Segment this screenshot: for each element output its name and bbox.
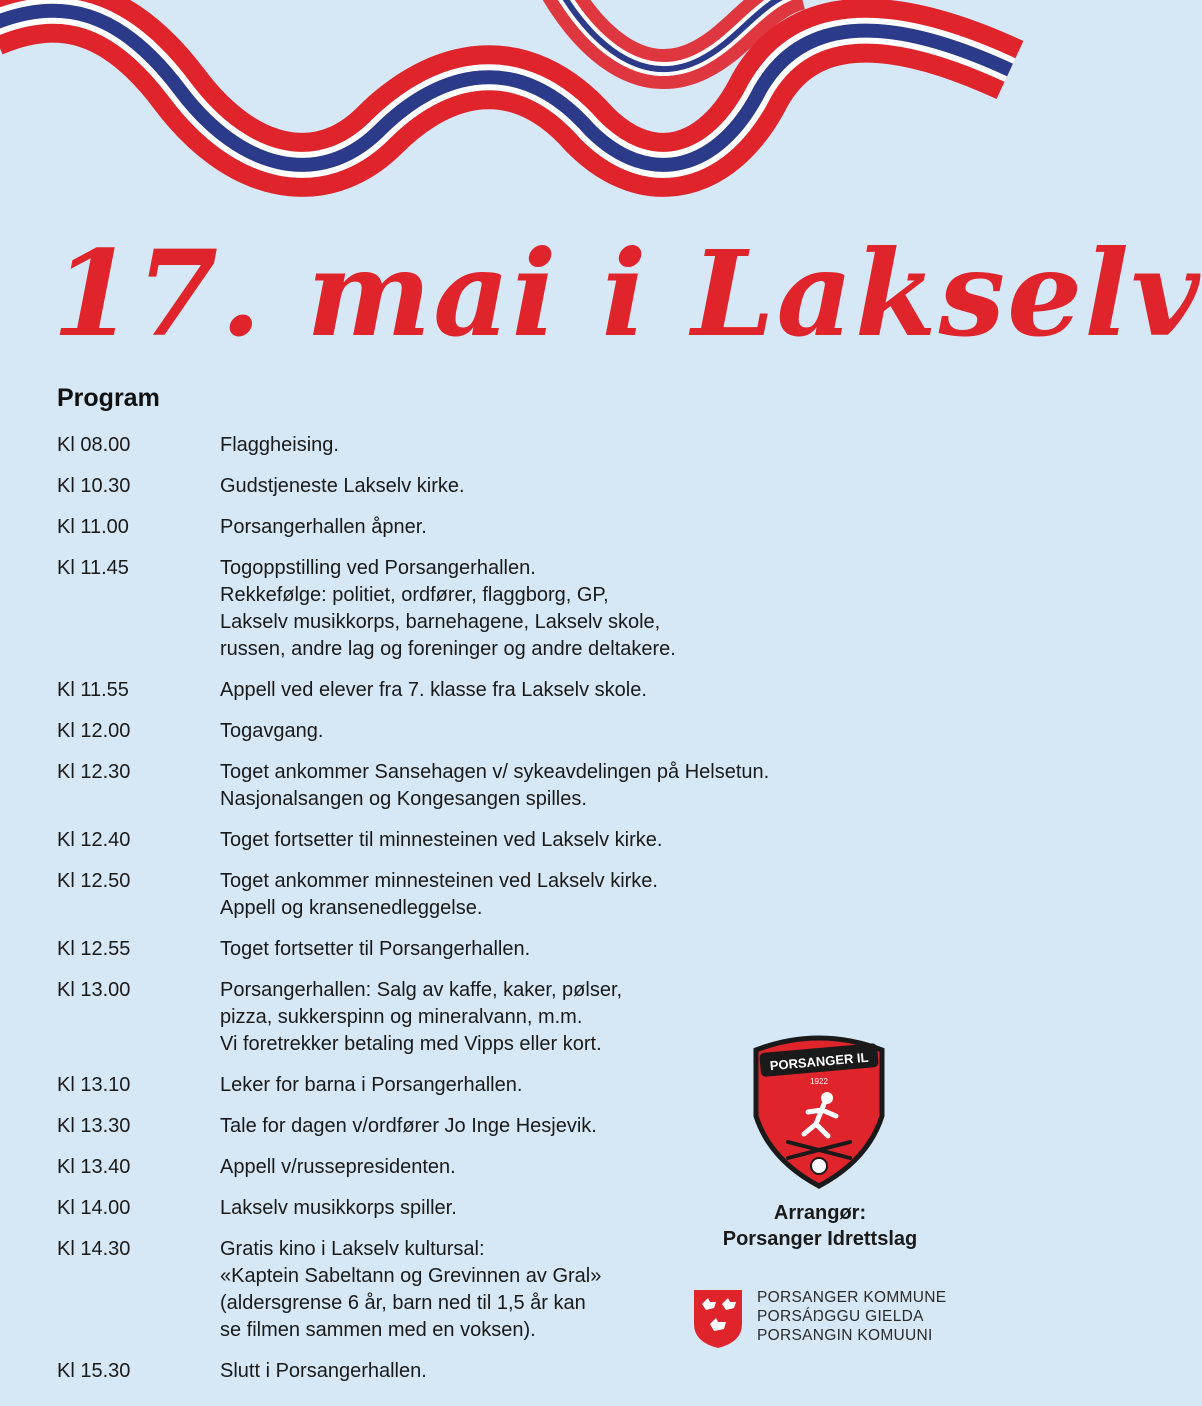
kommune-name-line: PORSANGIN KOMUUNI <box>757 1327 933 1344</box>
schedule-time: Kl 12.40 <box>57 829 131 851</box>
schedule-description: Gudstjeneste Lakselv kirke. <box>220 475 465 497</box>
schedule-description: Gratis kino i Lakselv kultursal: «Kaptein Sabeltann og Grevinnen av Gral» (aldersgrense 6 år, barn ned til 1,5 år kan se filmen sammen med en voksen). <box>220 1238 602 1341</box>
kommune-name-line: PORSÁŊGGU GIELDA <box>757 1308 924 1325</box>
schedule-description: Appell ved elever fra 7. klasse fra Lakselv skole. <box>220 679 647 701</box>
schedule-row <box>57 432 857 459</box>
kommune-coat-of-arms-icon <box>692 1288 744 1350</box>
schedule-time: Kl 11.55 <box>57 679 129 701</box>
schedule-description: Slutt i Porsangerhallen. <box>220 1360 427 1382</box>
schedule-time: Kl 15.30 <box>57 1360 131 1382</box>
schedule-time: Kl 08.00 <box>57 434 131 456</box>
schedule-time: Kl 10.30 <box>57 475 131 497</box>
schedule-row <box>57 936 857 963</box>
schedule-description: Togoppstilling ved Porsangerhallen. Rekkefølge: politiet, ordfører, flaggborg, GP, Lakselv musikkorps, barnehagene, Lakselv skole, russen, andre lag og foreninger og andre deltakere. <box>220 557 676 660</box>
schedule-row <box>57 1072 857 1099</box>
schedule-row <box>57 514 857 541</box>
club-name: PORSANGER IL <box>769 1049 870 1074</box>
porsanger-kommune <box>692 1288 992 1352</box>
schedule-description: Toget fortsetter til minnesteinen ved Lakselv kirke. <box>220 829 663 851</box>
schedule-row <box>57 677 857 704</box>
schedule-description: Toget ankommer Sansehagen v/ sykeavdelingen på Helsetun. Nasjonalsangen og Kongesangen spilles. <box>220 761 770 810</box>
page-title: 17. mai i Lakselv <box>52 224 1202 363</box>
program-heading: Program <box>57 384 160 412</box>
schedule-time: Kl 11.00 <box>57 516 129 538</box>
schedule-time: Kl 13.40 <box>57 1156 131 1178</box>
organizer-label: Arrangør: <box>773 1202 867 1224</box>
schedule-time: Kl 12.50 <box>57 870 131 892</box>
schedule-time: Kl 13.10 <box>57 1074 131 1096</box>
schedule-description: Appell v/russepresidenten. <box>220 1156 456 1178</box>
schedule-row <box>57 868 857 922</box>
schedule-time: Kl 14.00 <box>57 1197 131 1219</box>
kommune-name-line: PORSANGER KOMMUNE <box>757 1289 947 1306</box>
schedule-description: Togavgang. <box>220 720 324 742</box>
schedule-description: Flaggheising. <box>220 434 339 456</box>
schedule-description: Porsangerhallen: Salg av kaffe, kaker, pølser, pizza, sukkerspinn og mineralvann, m.m. Vi foretrekker betaling med Vipps eller kort. <box>220 979 623 1055</box>
schedule-row <box>57 555 857 663</box>
schedule-description: Porsangerhallen åpner. <box>220 516 427 538</box>
schedule-row <box>57 977 857 1058</box>
schedule-time: Kl 12.30 <box>57 761 131 783</box>
schedule-time: Kl 12.55 <box>57 938 131 960</box>
organizer-name: Porsanger Idrettslag <box>722 1228 918 1250</box>
schedule-time: Kl 12.00 <box>57 720 131 742</box>
schedule-description: Toget ankommer minnesteinen ved Lakselv kirke. Appell og kransenedleggelse. <box>220 870 658 919</box>
schedule-row <box>57 718 857 745</box>
schedule-time: Kl 13.30 <box>57 1115 131 1137</box>
schedule-description: Lakselv musikkorps spiller. <box>220 1197 457 1219</box>
norwegian-flag-ribbon <box>0 0 996 210</box>
organizer <box>690 1200 950 1252</box>
schedule-row <box>57 1154 857 1181</box>
schedule-time: Kl 11.45 <box>57 557 129 579</box>
schedule-time: Kl 14.30 <box>57 1238 131 1260</box>
schedule-description: Toget fortsetter til Porsangerhallen. <box>220 938 531 960</box>
porsanger-il-logo <box>748 1032 890 1190</box>
schedule-row <box>57 759 857 813</box>
kommune-names <box>757 1288 946 1345</box>
schedule-row <box>57 1358 857 1385</box>
schedule-row <box>57 473 857 500</box>
program-schedule <box>57 432 857 1399</box>
schedule-description: Leker for barna i Porsangerhallen. <box>220 1074 523 1096</box>
schedule-time: Kl 13.00 <box>57 979 131 1001</box>
ball-icon <box>811 1158 827 1174</box>
schedule-row <box>57 827 857 854</box>
schedule-description: Tale for dagen v/ordfører Jo Inge Hesjevik. <box>220 1115 597 1137</box>
schedule-row <box>57 1113 857 1140</box>
club-year: 1922 <box>810 1077 828 1086</box>
